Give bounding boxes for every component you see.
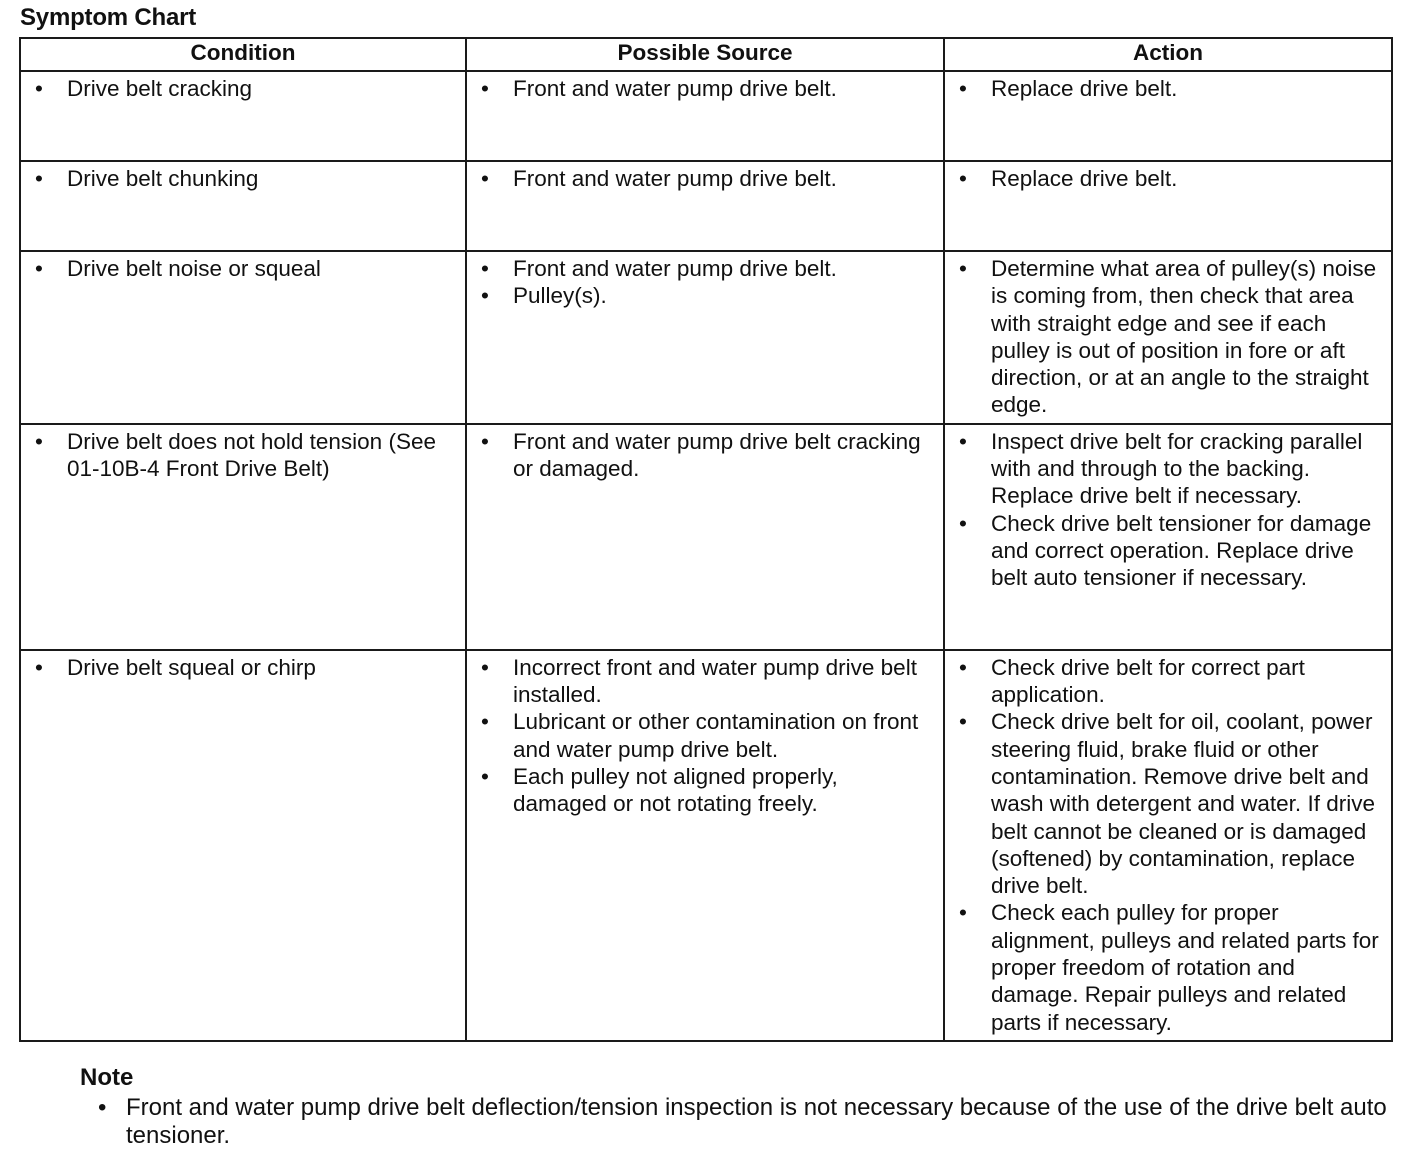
list-item: • Replace drive belt. — [957, 75, 1383, 102]
list-item: • Front and water pump drive belt. — [479, 255, 935, 282]
table-row — [20, 71, 1392, 161]
list-item: • Front and water pump drive belt. — [479, 165, 935, 192]
table-row — [20, 650, 1392, 1041]
action-cell — [944, 251, 1392, 424]
action-cell — [944, 650, 1392, 1041]
list-item: • Front and water pump drive belt cracking or damaged. — [479, 428, 935, 483]
possible-source-cell — [466, 161, 944, 251]
list-item: • Check each pulley for proper alignment, pulleys and related parts for proper freedom of rotation and damage. Repair pulleys and related parts if necessary. — [957, 899, 1383, 1035]
action-cell — [944, 161, 1392, 251]
list-item: • Drive belt chunking — [33, 165, 457, 192]
symptom-chart-table — [19, 37, 1393, 1042]
table-row — [20, 424, 1392, 650]
condition-cell — [20, 424, 466, 650]
note-title: Note — [80, 1064, 134, 1091]
list-item: • Each pulley not aligned properly, damaged or not rotating freely. — [479, 763, 935, 818]
list-item: • Determine what area of pulley(s) noise is coming from, then check that area with straight edge and see if each pulley is out of position in fore or aft direction, or at an angle to the straight edge. — [957, 255, 1383, 419]
list-item: • Front and water pump drive belt. — [479, 75, 935, 102]
column-header-possible-source: Possible Source — [466, 38, 944, 71]
possible-source-cell — [466, 251, 944, 424]
list-item: • Pulley(s). — [479, 282, 935, 309]
action-cell — [944, 424, 1392, 650]
list-item: • Drive belt noise or squeal — [33, 255, 457, 282]
list-item: • Replace drive belt. — [957, 165, 1383, 192]
list-item: • Drive belt squeal or chirp — [33, 654, 457, 681]
list-item: • Incorrect front and water pump drive belt installed. — [479, 654, 935, 709]
list-item: • Lubricant or other contamination on front and water pump drive belt. — [479, 708, 935, 763]
column-header-condition: Condition — [20, 38, 466, 71]
column-header-action: Action — [944, 38, 1392, 71]
list-item: • Check drive belt for correct part application. — [957, 654, 1383, 709]
table-row — [20, 251, 1392, 424]
action-cell — [944, 71, 1392, 161]
possible-source-cell — [466, 424, 944, 650]
possible-source-cell — [466, 71, 944, 161]
table-header-row — [20, 38, 1392, 71]
note-section — [80, 1064, 1390, 1150]
list-item: • Drive belt cracking — [33, 75, 457, 102]
condition-cell — [20, 161, 466, 251]
list-item: • Check drive belt for oil, coolant, power steering fluid, brake fluid or other contamination. Remove drive belt and wash with detergent and water. If drive belt cannot be cleaned or is damaged (softened) by contamination, replace drive belt. — [957, 708, 1383, 899]
list-item: • Drive belt does not hold tension (See 01-10B-4 Front Drive Belt) — [33, 428, 457, 483]
possible-source-cell — [466, 650, 944, 1041]
list-item: • Check drive belt tensioner for damage and correct operation. Replace drive belt auto tensioner if necessary. — [957, 510, 1383, 592]
page-title: Symptom Chart — [20, 4, 197, 31]
condition-cell — [20, 71, 466, 161]
list-item: • Inspect drive belt for cracking parallel with and through to the backing. Replace drive belt if necessary. — [957, 428, 1383, 510]
condition-cell — [20, 251, 466, 424]
condition-cell — [20, 650, 466, 1041]
table-row — [20, 161, 1392, 251]
note-item: • Front and water pump drive belt deflection/tension inspection is not necessary because of the use of the drive belt auto tensioner. — [80, 1094, 1390, 1150]
